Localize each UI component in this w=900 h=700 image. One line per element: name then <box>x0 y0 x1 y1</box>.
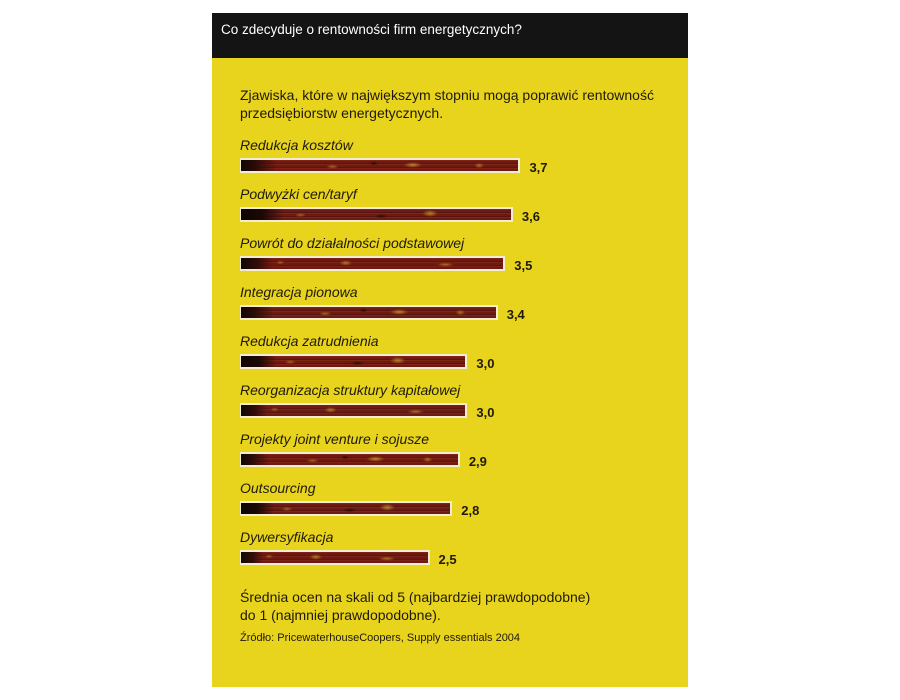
header-bar <box>212 13 688 58</box>
bar <box>240 305 498 320</box>
bar-row <box>240 478 680 527</box>
scale-note-line: Średnia ocen na skali od 5 (najbardziej prawdopodobne) <box>240 589 591 605</box>
infographic-panel <box>212 13 688 687</box>
category-label: Projekty joint venture i sojusze <box>240 431 430 447</box>
bar <box>240 403 467 418</box>
chart-title: Co zdecyduje o rentowności firm energetycznych? <box>221 22 522 37</box>
value-label: 3,4 <box>506 307 525 322</box>
chart-subtitle <box>240 86 654 122</box>
category-label: Powrót do działalności podstawowej <box>240 235 465 251</box>
value-label: 3,7 <box>529 160 548 175</box>
bar <box>240 158 520 173</box>
value-label: 3,0 <box>476 356 495 371</box>
bar <box>240 452 460 467</box>
bar-row <box>240 282 680 331</box>
bar-row <box>240 380 680 429</box>
bar <box>240 354 467 369</box>
subtitle-line: przedsiębiorstw energetycznych. <box>240 105 444 121</box>
subtitle-line: Zjawiska, które w największym stopniu mogą poprawić rentowność <box>240 87 654 103</box>
bar <box>240 501 452 516</box>
category-label: Podwyżki cen/taryf <box>240 186 357 202</box>
bar-row <box>240 135 680 184</box>
bar-row <box>240 184 680 233</box>
source-note: Źródło: PricewaterhouseCoopers, Supply essentials 2004 <box>240 632 521 644</box>
value-label: 3,0 <box>476 405 495 420</box>
bar-row <box>240 527 680 576</box>
value-label: 2,5 <box>438 552 457 567</box>
bar-row <box>240 233 680 282</box>
category-label: Redukcja zatrudnienia <box>240 333 379 349</box>
value-label: 2,9 <box>468 454 487 469</box>
value-label: 3,6 <box>521 209 540 224</box>
category-label: Dywersyfikacja <box>240 529 334 545</box>
value-label: 2,8 <box>461 503 480 518</box>
bar <box>240 207 513 222</box>
scale-note <box>240 588 590 624</box>
bar-row <box>240 331 680 380</box>
bar <box>240 550 430 565</box>
bar-row <box>240 429 680 478</box>
bar <box>240 256 505 271</box>
category-label: Redukcja kosztów <box>240 137 353 153</box>
bar-chart <box>240 135 680 576</box>
scale-note-line: do 1 (najmniej prawdopodobne). <box>240 607 441 623</box>
category-label: Integracja pionowa <box>240 284 358 300</box>
value-label: 3,5 <box>514 258 533 273</box>
category-label: Reorganizacja struktury kapitałowej <box>240 382 461 398</box>
category-label: Outsourcing <box>240 480 316 496</box>
